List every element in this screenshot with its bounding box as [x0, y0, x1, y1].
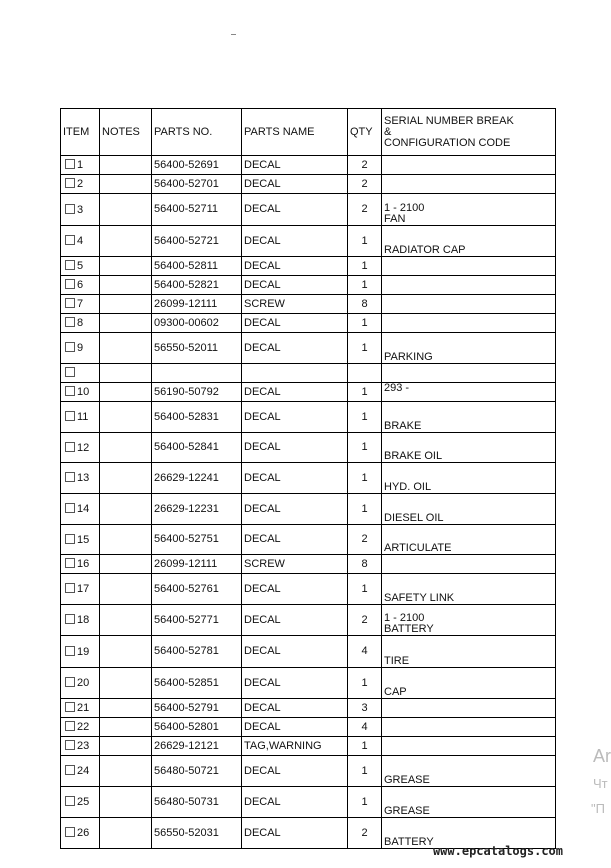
checkbox-icon[interactable]	[65, 472, 75, 482]
part-name-cell: DECAL	[242, 818, 348, 849]
part-name-cell: DECAL	[242, 787, 348, 818]
item-cell	[61, 276, 100, 295]
header-row	[61, 109, 556, 156]
qty-cell: 1	[348, 402, 382, 433]
header-qty: QTY	[348, 109, 382, 156]
notes-cell	[100, 295, 152, 314]
serial-break-cell	[382, 636, 556, 668]
item-number: 9	[77, 342, 84, 354]
part-number-cell: 56400-52771	[152, 605, 242, 636]
checkbox-icon[interactable]	[65, 317, 75, 327]
serial-break-cell	[382, 555, 556, 574]
part-name-cell: SCREW	[242, 555, 348, 574]
item-cell	[61, 383, 100, 402]
part-number-cell: 56400-52691	[152, 156, 242, 175]
notes-cell	[100, 574, 152, 605]
item-number: 7	[77, 298, 84, 310]
qty-cell: 1	[348, 787, 382, 818]
part-number-cell: 56190-50792	[152, 383, 242, 402]
parts-rows	[61, 156, 556, 849]
part-name-cell: DECAL	[242, 226, 348, 257]
notes-cell	[100, 737, 152, 756]
part-number-cell: 56400-52831	[152, 402, 242, 433]
item-number: 10	[77, 386, 90, 398]
checkbox-icon[interactable]	[65, 178, 75, 188]
part-number-cell: 56400-52761	[152, 574, 242, 605]
checkbox-icon[interactable]	[65, 702, 75, 712]
item-cell	[61, 699, 100, 718]
item-cell	[61, 636, 100, 668]
item-cell	[61, 787, 100, 818]
item-number: 16	[77, 558, 90, 570]
item-cell	[61, 364, 100, 383]
header-notes: NOTES	[100, 109, 152, 156]
item-cell	[61, 737, 100, 756]
checkbox-icon[interactable]	[65, 827, 75, 837]
item-cell	[61, 433, 100, 463]
table-row	[61, 402, 556, 433]
part-number-cell: 26099-12111	[152, 555, 242, 574]
checkbox-icon[interactable]	[65, 298, 75, 308]
part-name-cell: DECAL	[242, 525, 348, 555]
table-row	[61, 194, 556, 226]
part-name-cell	[242, 364, 348, 383]
table-row	[61, 756, 556, 787]
item-number: 2	[77, 178, 84, 190]
part-name-cell: DECAL	[242, 333, 348, 364]
serial-break-cell	[382, 605, 556, 636]
checkbox-icon[interactable]	[65, 721, 75, 731]
checkbox-icon[interactable]	[65, 159, 75, 169]
part-name-cell: DECAL	[242, 383, 348, 402]
item-number: 24	[77, 765, 90, 777]
notes-cell	[100, 257, 152, 276]
part-number-cell: 26629-12241	[152, 463, 242, 494]
qty-cell: 1	[348, 494, 382, 525]
part-number-cell: 09300-00602	[152, 314, 242, 333]
serial-break-cell	[382, 787, 556, 818]
header-parts-no: PARTS NO.	[152, 109, 242, 156]
notes-cell	[100, 156, 152, 175]
qty-cell: 2	[348, 605, 382, 636]
checkbox-icon[interactable]	[65, 411, 75, 421]
configuration-label: HYD. OIL	[384, 481, 432, 493]
notes-cell	[100, 383, 152, 402]
item-number: 5	[77, 260, 84, 272]
footer-url: www.epcatalogs.com	[432, 844, 563, 858]
item-cell	[61, 555, 100, 574]
serial-break-cell	[382, 175, 556, 194]
item-cell	[61, 175, 100, 194]
notes-cell	[100, 314, 152, 333]
checkbox-icon[interactable]	[65, 614, 75, 624]
table-row	[61, 463, 556, 494]
notes-cell	[100, 463, 152, 494]
part-name-cell: DECAL	[242, 314, 348, 333]
scan-mark	[231, 34, 236, 35]
serial-break-cell	[382, 718, 556, 737]
checkbox-icon[interactable]	[65, 442, 75, 452]
configuration-label: BATTERY	[384, 623, 434, 635]
item-cell	[61, 463, 100, 494]
part-number-cell: 56550-52011	[152, 333, 242, 364]
notes-cell	[100, 276, 152, 295]
configuration-label: FAN	[384, 213, 406, 225]
serial-break-cell	[382, 494, 556, 525]
qty-cell: 4	[348, 636, 382, 668]
part-name-cell: DECAL	[242, 276, 348, 295]
part-number-cell: 26099-12111	[152, 295, 242, 314]
configuration-label: DIESEL OIL	[384, 512, 444, 524]
serial-break-cell	[382, 463, 556, 494]
table-row	[61, 295, 556, 314]
table-row	[61, 555, 556, 574]
item-cell	[61, 314, 100, 333]
part-number-cell: 56550-52031	[152, 818, 242, 849]
part-name-cell: DECAL	[242, 605, 348, 636]
item-number: 13	[77, 472, 90, 484]
part-number-cell: 56400-52821	[152, 276, 242, 295]
item-number: 19	[77, 645, 90, 658]
serial-break-cell	[382, 226, 556, 257]
configuration-label: TIRE	[384, 655, 410, 667]
qty-cell: 8	[348, 295, 382, 314]
notes-cell	[100, 525, 152, 555]
notes-cell	[100, 605, 152, 636]
item-number: 21	[77, 702, 90, 714]
part-name-cell: SCREW	[242, 295, 348, 314]
item-number: 1	[77, 159, 84, 171]
qty-cell: 2	[348, 194, 382, 226]
serial-break-cell	[382, 756, 556, 787]
qty-cell: 1	[348, 574, 382, 605]
serial-break-cell	[382, 402, 556, 433]
qty-cell: 1	[348, 463, 382, 494]
table-row	[61, 699, 556, 718]
item-cell	[61, 718, 100, 737]
table-row	[61, 605, 556, 636]
notes-cell	[100, 636, 152, 668]
notes-cell	[100, 555, 152, 574]
table-row	[61, 383, 556, 402]
item-cell	[61, 295, 100, 314]
configuration-label: GREASE	[384, 805, 430, 817]
qty-cell: 2	[348, 818, 382, 849]
table-row	[61, 156, 556, 175]
table-row	[61, 257, 556, 276]
item-cell	[61, 257, 100, 276]
part-name-cell: DECAL	[242, 494, 348, 525]
item-number: 18	[77, 614, 90, 626]
item-number: 3	[77, 203, 84, 216]
part-number-cell: 56400-52801	[152, 718, 242, 737]
notes-cell	[100, 333, 152, 364]
notes-cell	[100, 494, 152, 525]
configuration-label: BRAKE	[384, 420, 422, 432]
checkbox-icon[interactable]	[65, 235, 75, 245]
checkbox-icon[interactable]	[65, 260, 75, 270]
part-number-cell: 56480-50731	[152, 787, 242, 818]
serial-range: 1 - 2100	[384, 202, 425, 214]
configuration-label: ARTICULATE	[384, 542, 452, 554]
notes-cell	[100, 818, 152, 849]
part-name-cell: DECAL	[242, 699, 348, 718]
item-number: 22	[77, 721, 90, 733]
table-row	[61, 787, 556, 818]
table-row	[61, 276, 556, 295]
part-number-cell: 56400-52781	[152, 636, 242, 668]
part-number-cell: 26629-12231	[152, 494, 242, 525]
part-number-cell: 56400-52711	[152, 194, 242, 226]
configuration-label: BATTERY	[384, 836, 434, 848]
part-number-cell: 56480-50721	[152, 756, 242, 787]
serial-break-cell	[382, 699, 556, 718]
part-name-cell: DECAL	[242, 175, 348, 194]
table-row	[61, 226, 556, 257]
table-row	[61, 364, 556, 383]
part-number-cell	[152, 364, 242, 383]
part-number-cell: 56400-52841	[152, 433, 242, 463]
part-number-cell: 56400-52751	[152, 525, 242, 555]
table-row	[61, 175, 556, 194]
item-number: 14	[77, 503, 90, 515]
notes-cell	[100, 175, 152, 194]
configuration-label: BRAKE OIL	[384, 450, 443, 462]
part-name-cell: DECAL	[242, 756, 348, 787]
part-name-cell: DECAL	[242, 668, 348, 699]
notes-cell	[100, 718, 152, 737]
item-cell	[61, 525, 100, 555]
part-name-cell: DECAL	[242, 433, 348, 463]
table-row	[61, 494, 556, 525]
qty-cell: 2	[348, 175, 382, 194]
serial-break-cell	[382, 295, 556, 314]
item-number: 23	[77, 740, 90, 752]
checkbox-icon[interactable]	[65, 367, 75, 377]
qty-cell: 2	[348, 525, 382, 555]
serial-break-cell	[382, 257, 556, 276]
qty-cell: 1	[348, 333, 382, 364]
header-serial-line3: CONFIGURATION CODE	[384, 136, 511, 149]
item-cell	[61, 156, 100, 175]
checkbox-icon[interactable]	[65, 279, 75, 289]
item-number: 17	[77, 583, 90, 595]
qty-cell: 1	[348, 668, 382, 699]
overlay-text-2: Чт	[593, 776, 608, 791]
overlay-text-1: Ar	[593, 746, 611, 766]
configuration-label: SAFETY LINK	[384, 592, 455, 604]
qty-cell	[348, 364, 382, 383]
item-cell	[61, 494, 100, 525]
header-parts-name: PARTS NAME	[242, 109, 348, 156]
item-cell	[61, 668, 100, 699]
qty-cell: 8	[348, 555, 382, 574]
item-number: 20	[77, 677, 90, 689]
table-row	[61, 718, 556, 737]
table-row	[61, 333, 556, 364]
qty-cell: 2	[348, 156, 382, 175]
qty-cell: 3	[348, 699, 382, 718]
checkbox-icon[interactable]	[65, 796, 75, 806]
serial-break-cell	[382, 314, 556, 333]
part-name-cell: DECAL	[242, 636, 348, 668]
table-row	[61, 574, 556, 605]
checkbox-icon[interactable]	[65, 646, 75, 656]
configuration-label: PARKING	[384, 351, 433, 363]
checkbox-icon[interactable]	[65, 740, 75, 750]
table-row	[61, 525, 556, 555]
item-cell	[61, 574, 100, 605]
qty-cell: 1	[348, 314, 382, 333]
qty-cell: 4	[348, 718, 382, 737]
checkbox-icon[interactable]	[65, 677, 75, 687]
notes-cell	[100, 402, 152, 433]
serial-break-cell	[382, 433, 556, 463]
notes-cell	[100, 787, 152, 818]
part-name-cell: DECAL	[242, 574, 348, 605]
table-row	[61, 314, 556, 333]
serial-break-cell	[382, 668, 556, 699]
checkbox-icon[interactable]	[65, 204, 75, 214]
item-cell	[61, 194, 100, 226]
table-row	[61, 433, 556, 463]
part-number-cell: 26629-12121	[152, 737, 242, 756]
notes-cell	[100, 668, 152, 699]
configuration-label: CAP	[384, 686, 407, 698]
part-name-cell: DECAL	[242, 257, 348, 276]
qty-cell: 1	[348, 756, 382, 787]
qty-cell: 1	[348, 433, 382, 463]
header-serial-line2: &	[384, 125, 392, 138]
item-cell	[61, 333, 100, 364]
item-cell	[61, 402, 100, 433]
part-number-cell: 56400-52701	[152, 175, 242, 194]
qty-cell: 1	[348, 226, 382, 257]
part-name-cell: DECAL	[242, 463, 348, 494]
item-cell	[61, 226, 100, 257]
checkbox-icon[interactable]	[65, 534, 75, 544]
notes-cell	[100, 756, 152, 787]
notes-cell	[100, 364, 152, 383]
header-item: ITEM	[61, 109, 100, 156]
configuration-label: RADIATOR CAP	[384, 244, 466, 256]
qty-cell: 1	[348, 737, 382, 756]
checkbox-icon[interactable]	[65, 386, 75, 396]
parts-table	[60, 108, 556, 849]
part-name-cell: DECAL	[242, 194, 348, 226]
part-number-cell: 56400-52851	[152, 668, 242, 699]
serial-break-cell	[382, 574, 556, 605]
serial-break-cell	[382, 156, 556, 175]
part-number-cell: 56400-52811	[152, 257, 242, 276]
checkbox-icon[interactable]	[65, 342, 75, 352]
checkbox-icon[interactable]	[65, 583, 75, 593]
serial-break-cell	[382, 364, 556, 383]
serial-break-cell	[382, 525, 556, 555]
part-number-cell: 56400-52791	[152, 699, 242, 718]
overlay-text-3: "П	[591, 801, 605, 816]
item-cell	[61, 818, 100, 849]
item-number: 25	[77, 796, 90, 808]
item-cell	[61, 756, 100, 787]
item-number: 11	[77, 411, 89, 423]
qty-cell: 1	[348, 276, 382, 295]
checkbox-icon[interactable]	[65, 558, 75, 568]
item-number: 6	[77, 279, 84, 291]
serial-break-cell	[382, 276, 556, 295]
checkbox-icon[interactable]	[65, 765, 75, 775]
item-number: 12	[77, 441, 90, 454]
item-number: 4	[77, 235, 84, 247]
item-number: 15	[77, 533, 90, 546]
qty-cell: 1	[348, 257, 382, 276]
header-serial-line1: SERIAL NUMBER BREAK	[384, 114, 514, 127]
serial-range: 1 - 2100	[384, 612, 425, 624]
table-row	[61, 636, 556, 668]
notes-cell	[100, 194, 152, 226]
serial-range: 293 -	[384, 382, 410, 394]
serial-break-cell	[382, 737, 556, 756]
part-name-cell: DECAL	[242, 402, 348, 433]
checkbox-icon[interactable]	[65, 503, 75, 513]
item-cell	[61, 605, 100, 636]
notes-cell	[100, 699, 152, 718]
serial-break-cell	[382, 194, 556, 226]
item-number: 26	[77, 827, 90, 839]
table-row	[61, 737, 556, 756]
part-name-cell: TAG,WARNING	[242, 737, 348, 756]
configuration-label: GREASE	[384, 774, 430, 786]
qty-cell: 1	[348, 383, 382, 402]
notes-cell	[100, 226, 152, 257]
table-row	[61, 668, 556, 699]
part-name-cell: DECAL	[242, 156, 348, 175]
item-number: 8	[77, 317, 84, 329]
serial-break-cell	[382, 383, 556, 402]
notes-cell	[100, 433, 152, 463]
part-name-cell: DECAL	[242, 718, 348, 737]
header-serial-number-break	[382, 109, 556, 156]
serial-break-cell	[382, 333, 556, 364]
part-number-cell: 56400-52721	[152, 226, 242, 257]
